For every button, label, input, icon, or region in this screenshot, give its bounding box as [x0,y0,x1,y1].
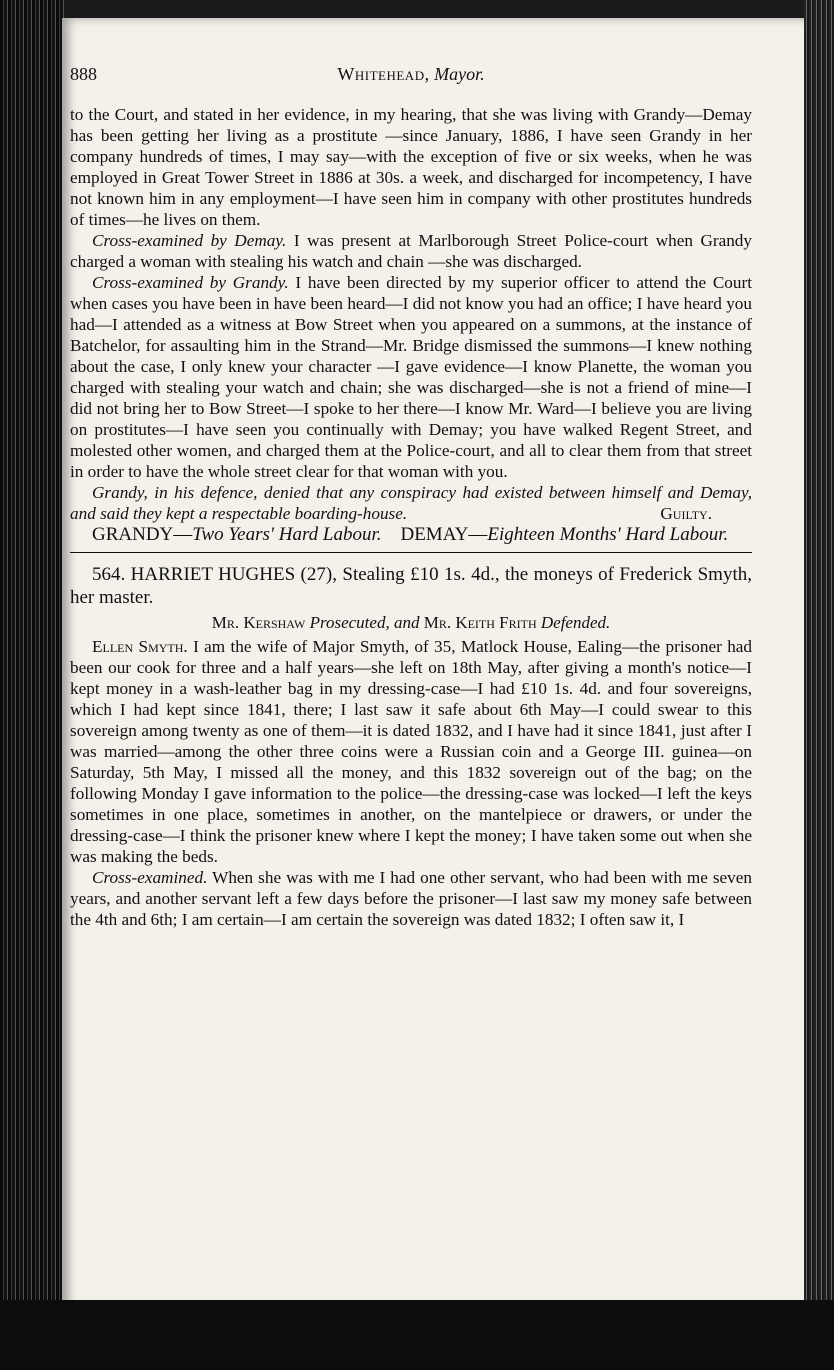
verdict: Guilty. [660,504,712,523]
cross-examined-label: Cross-examined. [92,868,208,887]
book-spine [0,0,64,1370]
counsel-prosecution-name: Mr. Kershaw [211,613,306,632]
witness-name: Ellen Smyth. [92,637,188,656]
cross-demay-text: I was present at Marlborough Street Police-court when Grandy charged a woman with stealing his watch and chain —she was discharged. [70,231,752,271]
paragraph-witness-evidence [70,636,752,867]
cross-demay-label: Cross-examined by Demay. [92,231,287,250]
counsel-line [70,612,752,633]
scan-bottom-edge [0,1300,834,1370]
case-divider [70,552,752,553]
witness-text: I am the wife of Major Smyth, of 35, Matlock House, Ealing—the prisoner had been our cook for three and a half years—she left on 18th May, after giving a month's notice—I kept money in a wash-leather bag in my dressing-case—I had £10 1s. 4d. and four sovereigns, which I had kept since 1841, there; I last saw it safe about 6th May—I could swear to this sovereign among twenty as one of them—it is dated 1832, and I have had it since 1841, just after I was married—among the other three coins were a Russian coin and a George III. guinea—on Saturday, 5th May, I missed all the money, and this 1832 sovereign out of the bag; on the following Monday I gave information to the police—the dressing-case was locked—I left the keys sometimes in one place, sometimes in another, on the mantelpiece or drawers, or under the dressing-case—I think the prisoner knew where I kept the money; I have taken some out when she was making the beds. [70,637,753,866]
running-title [70,64,752,85]
running-title-name: Whitehead, [337,64,430,84]
sentence-grandy-name: GRANDY— [92,524,193,545]
sentence-demay-term: Eighteen Months' Hard Labour. [487,524,729,545]
sentence-paragraph [70,524,752,546]
counsel-defence-role: Defended. [540,613,611,632]
defence-paragraph [70,482,752,524]
paragraph-cross-grandy [70,272,752,482]
paragraph-cross-examined [70,867,752,930]
page-edges [804,0,834,1370]
paragraph-evidence-continued: to the Court, and stated in her evidence, in my hearing, that she was living with Grandy—Demay has been getting her living as a prostitute —since January, 1886, I have seen Grandy in her company hundreds of times, I may say—with the exception of five or six weeks, when he was employed in Great Tower Street in 1886 at 30s. a week, and discharged for incompetency, I have not known him in any employment—I have seen him in company with other prostitutes hundreds of times—he lives on them. [70,105,752,229]
running-head [70,60,752,90]
cross-examined-text: When she was with me I had one other servant, who had been with me seven years, and another servant left a few days before the prisoner—I last saw my money safe between the 4th and 6th; I am certain—I am certain the sovereign was dated 1832; I often saw it, I [70,868,752,929]
sentence-grandy-term: Two Years' Hard Labour. [192,524,382,545]
running-title-office: Mayor. [434,64,485,84]
counsel-prosecution-role: Prosecuted, and [309,613,420,632]
page-number: 888 [70,64,97,84]
defence-text: Grandy, in his defence, denied that any conspiracy had existed between himself and Demay, and said they kept a respectable boarding-house. [70,483,752,523]
sentence-demay-name: DEMAY— [400,524,488,545]
case-heading: 564. HARRIET HUGHES (27), Stealing £10 1s. 4d., the moneys of Frederick Smyth, her master. [70,564,752,608]
page-content [70,60,752,930]
cross-grandy-label: Cross-examined by Grandy. [92,273,289,292]
cross-grandy-text: I have been directed by my superior officer to attend the Court when cases you have been in have been heard—I did not know you had an office; I have heard you had—I attended as a witness at Bow Street when you appeared on a summons, at the instance of Batchelor, for assaulting him in the Strand—Mr. Bridge dismissed the summons—I knew nothing about the case, I only knew your character —I gave evidence—I know Planette, the woman you charged with stealing your watch and chain; she was discharged—she is not a friend of mine—I did not bring her to Bow Street—I spoke to her there—I know Mr. Ward—I believe you are living on prostitutes—I have seen you continually with Demay; you have walked Regent Street, and molested other women, and charged them at the Police-court, and all to clear them from that street in order to have the whole street clear for that woman with you. [70,273,752,481]
paragraph-cross-demay [70,230,752,272]
counsel-defence-name: Mr. Keith Frith [423,613,537,632]
